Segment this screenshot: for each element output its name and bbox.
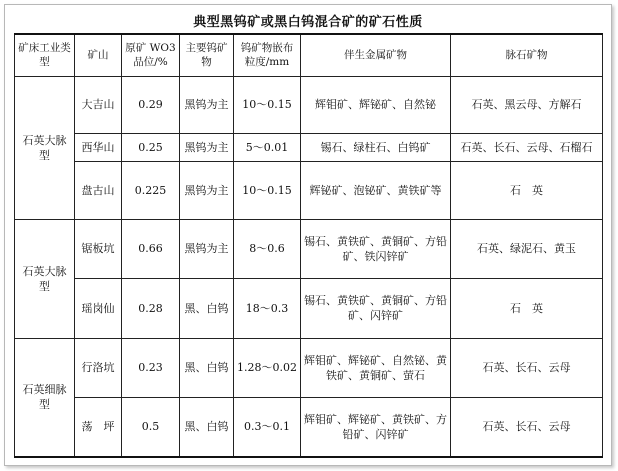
size-cell: 1.28～0.02 bbox=[234, 338, 301, 397]
header-grade: 原矿 WO3 品位/% bbox=[122, 34, 180, 76]
header-mineral: 主要钨矿物 bbox=[180, 34, 234, 76]
mineral-cell: 黑钨为主 bbox=[180, 133, 234, 162]
mineral-cell: 黑钨为主 bbox=[180, 76, 234, 133]
mineral-cell: 黑、白钨 bbox=[180, 397, 234, 457]
metal-cell: 锡石、黄铁矿、黄铜矿、方铅矿、闪锌矿 bbox=[301, 279, 451, 338]
table-row bbox=[15, 76, 603, 133]
size-cell: 18～0.3 bbox=[234, 279, 301, 338]
mine-cell: 盘古山 bbox=[75, 162, 122, 219]
table-row bbox=[15, 162, 603, 219]
metal-cell: 辉钼矿、辉铋矿、自然铋 bbox=[301, 76, 451, 133]
gangue-cell: 石 英 bbox=[451, 162, 603, 219]
size-cell: 10～0.15 bbox=[234, 76, 301, 133]
size-cell: 8～0.6 bbox=[234, 219, 301, 278]
table-row bbox=[15, 133, 603, 162]
header-size: 钨矿物嵌布粒度/mm bbox=[234, 34, 301, 76]
table-row bbox=[15, 219, 603, 278]
mine-cell: 锯板坑 bbox=[75, 219, 122, 278]
mineral-cell: 黑钨为主 bbox=[180, 219, 234, 278]
gangue-cell: 石英、绿泥石、黄玉 bbox=[451, 219, 603, 278]
metal-cell: 辉铋矿、泡铋矿、黄铁矿等 bbox=[301, 162, 451, 219]
size-cell: 0.3～0.1 bbox=[234, 397, 301, 457]
mine-cell: 西华山 bbox=[75, 133, 122, 162]
deposit-type-cell: 石英大脉型 bbox=[15, 219, 75, 338]
table-row bbox=[15, 397, 603, 457]
mineral-cell: 黑钨为主 bbox=[180, 162, 234, 219]
table-frame bbox=[4, 4, 612, 466]
header-gangue: 脉石矿物 bbox=[451, 34, 603, 76]
mine-cell: 瑶岗仙 bbox=[75, 279, 122, 338]
grade-cell: 0.5 bbox=[122, 397, 180, 457]
size-cell: 10～0.15 bbox=[234, 162, 301, 219]
gangue-cell: 石英、黑云母、方解石 bbox=[451, 76, 603, 133]
metal-cell: 锡石、黄铁矿、黄铜矿、方铅矿、铁闪锌矿 bbox=[301, 219, 451, 278]
header-row bbox=[15, 34, 603, 76]
ore-properties-table bbox=[14, 33, 603, 458]
deposit-type-cell: 石英大脉型 bbox=[15, 76, 75, 219]
mine-cell: 大吉山 bbox=[75, 76, 122, 133]
gangue-cell: 石 英 bbox=[451, 279, 603, 338]
grade-cell: 0.23 bbox=[122, 338, 180, 397]
mine-cell: 荡 坪 bbox=[75, 397, 122, 457]
metal-cell: 辉钼矿、辉铋矿、黄铁矿、方铅矿、闪锌矿 bbox=[301, 397, 451, 457]
header-type: 矿床工业类型 bbox=[15, 34, 75, 76]
deposit-type-cell: 石英细脉型 bbox=[15, 338, 75, 457]
metal-cell: 锡石、绿柱石、白钨矿 bbox=[301, 133, 451, 162]
size-cell: 5～0.01 bbox=[234, 133, 301, 162]
grade-cell: 0.25 bbox=[122, 133, 180, 162]
mineral-cell: 黑、白钨 bbox=[180, 279, 234, 338]
table-title: 典型黑钨矿或黑白钨混合矿的矿石性质 bbox=[193, 15, 423, 30]
gangue-cell: 石英、长石、云母、石榴石 bbox=[451, 133, 603, 162]
header-metal: 伴生金属矿物 bbox=[301, 34, 451, 76]
table-row bbox=[15, 338, 603, 397]
mine-cell: 行洛坑 bbox=[75, 338, 122, 397]
mineral-cell: 黑、白钨 bbox=[180, 338, 234, 397]
grade-cell: 0.29 bbox=[122, 76, 180, 133]
gangue-cell: 石英、长石、云母 bbox=[451, 338, 603, 397]
grade-cell: 0.225 bbox=[122, 162, 180, 219]
grade-cell: 0.28 bbox=[122, 279, 180, 338]
header-mine: 矿山 bbox=[75, 34, 122, 76]
metal-cell: 辉钼矿、辉铋矿、自然铋、黄铁矿、黄铜矿、萤石 bbox=[301, 338, 451, 397]
gangue-cell: 石英、长石、云母 bbox=[451, 397, 603, 457]
grade-cell: 0.66 bbox=[122, 219, 180, 278]
table-row bbox=[15, 279, 603, 338]
